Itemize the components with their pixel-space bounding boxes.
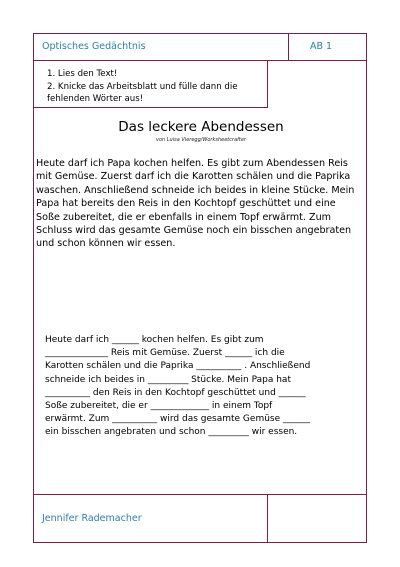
gap-line: ______________ Reis mit Gemüse. Zuerst ______ ich die	[45, 348, 285, 359]
gap-line: Soße zubereitet, die er _____________ in einem Topf	[45, 401, 273, 412]
instructions-box	[34, 61, 268, 108]
instruction-line: fehlenden Wörter aus!	[47, 94, 144, 104]
gap-line: __________ den Reis in den Kochtopf geschüttet und ______	[45, 387, 306, 398]
story-line: waschen. Anschließend schneide ich beides in kleine Stücke. Mein	[36, 184, 355, 196]
instruction-line: 1. Lies den Text!	[47, 69, 118, 79]
worksheet-topic: Optisches Gedächtnis	[42, 41, 146, 52]
gap-fill-exercise	[45, 334, 355, 440]
gap-line: Heute darf ich ______ kochen helfen. Es gibt zum	[45, 335, 264, 345]
author-name: Jennifer Rademacher	[42, 513, 142, 524]
instruction-line: 2. Knicke das Arbeitsblatt und fülle dann die	[47, 82, 238, 92]
story-byline: von Luisa Vieregg/Worksheetcrafter	[156, 137, 246, 143]
story-title: Das leckere Abendessen	[118, 119, 284, 135]
story-line: Schluss wird das gesamte Gemüse noch ein bisschen angebraten	[36, 225, 352, 237]
worksheet-number: AB 1	[310, 41, 333, 52]
worksheet-footer	[33, 495, 367, 543]
story-line: Heute darf ich Papa kochen helfen. Es gibt zum Abendessen Reis	[36, 158, 348, 169]
gap-line: erwärmt. Zum __________ wird das gesamte Gemüse ______	[45, 414, 311, 425]
gap-line: ein bisschen angebraten und schon _________ wir essen.	[45, 427, 298, 438]
worksheet-body	[33, 61, 367, 495]
story-line: mit Gemüse. Zuerst darf ich die Karotten schälen und die Paprika	[36, 171, 351, 183]
worksheet-header	[33, 33, 367, 61]
story-text	[36, 157, 371, 251]
story-line: Papa hat bereits den Reis in den Kochtopf geschüttet und eine	[36, 198, 336, 210]
gap-line: Karotten schälen und die Paprika __________ . Anschließend	[45, 361, 311, 372]
story-line: Soße zubereitet, die er ebenfalls in einem Topf erwärmt. Zum	[36, 211, 332, 223]
footer-divider	[267, 495, 268, 542]
story-line: und schon können wir essen.	[36, 238, 176, 250]
gap-line: schneide ich beides in _________ Stücke. Mein Papa hat	[45, 374, 291, 385]
header-divider	[288, 34, 289, 60]
